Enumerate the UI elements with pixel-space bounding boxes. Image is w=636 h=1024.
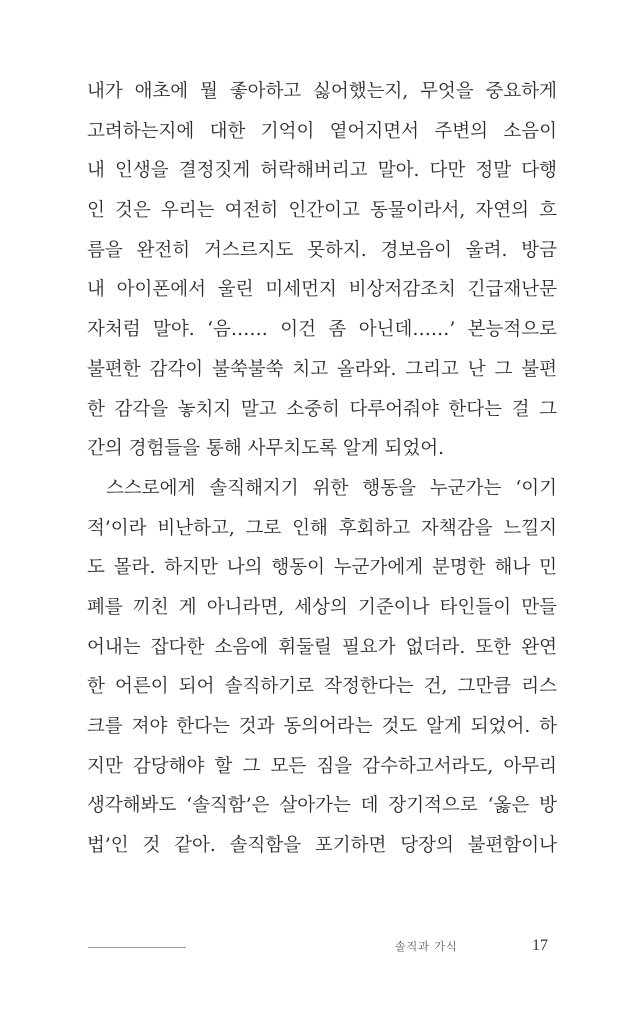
text-line-paragraph-start: 스스로에게 솔직해지기 위한 행동을 누군가는 ‘이기 (106, 477, 557, 499)
text-line: 내가 애초에 뭘 좋아하고 싫어했는지, 무엇을 중요하게 (87, 81, 557, 102)
text-line: 불편한 감각이 불쑥불쑥 치고 올라와. 그리고 난 그 불편 (87, 358, 557, 380)
text-line: 름을 완전히 거스르지도 못하지. 경보음이 울려. 방금 (87, 239, 557, 261)
running-title: 솔직과 가식 (395, 940, 458, 953)
text-line: 크를 져야 한다는 것과 동의어라는 것도 알게 되었어. 하 (87, 716, 557, 737)
text-line: 내 아이폰에서 울린 미세먼지 비상저감조치 긴급재난문 (87, 279, 557, 301)
text-line: 고려하는지에 대한 기억이 옅어지면서 주변의 소음이 (87, 120, 557, 142)
text-line: 법’인 것 같아. 솔직함을 포기하면 당장의 불편함이나 (87, 835, 557, 857)
text-line: 어내는 잡다한 소음에 휘둘릴 필요가 없더라. 또한 완연 (87, 636, 557, 658)
page-number: 17 (532, 937, 548, 954)
text-line: 간의 경험들을 통해 사무치도록 알게 되었어. (87, 438, 444, 460)
text-line: 자처럼 말야. ‘음…… 이건 좀 아닌데……’ 본능적으로 (87, 319, 557, 341)
body-text (87, 72, 557, 866)
text-line: 한 어른이 되어 솔직하기로 작정한다는 건, 그만큼 리스 (87, 676, 557, 698)
text-line: 내 인생을 결정짓게 허락해버리고 말아. 다만 정말 다행 (87, 160, 557, 182)
text-line: 인 것은 우리는 여전히 인간이고 동물이라서, 자연의 흐 (87, 200, 557, 222)
text-line: 생각해봐도 ‘솔직함’은 살아가는 데 장기적으로 ‘옳은 방 (87, 795, 557, 817)
text-line: 도 몰라. 하지만 나의 행동이 누군가에게 분명한 해나 민 (87, 557, 557, 579)
text-line: 한 감각을 놓치지 말고 소중히 다루어줘야 한다는 걸 그 (87, 398, 557, 420)
text-line: 지만 감당해야 할 그 모든 짐을 감수하고서라도, 아무리 (87, 755, 557, 777)
text-line: 폐를 끼친 게 아니라면, 세상의 기준이나 타인들이 만들 (87, 596, 557, 618)
footer-rule (88, 947, 186, 948)
text-line: 적’이라 비난하고, 그로 인해 후회하고 자책감을 느낄지 (87, 517, 557, 539)
